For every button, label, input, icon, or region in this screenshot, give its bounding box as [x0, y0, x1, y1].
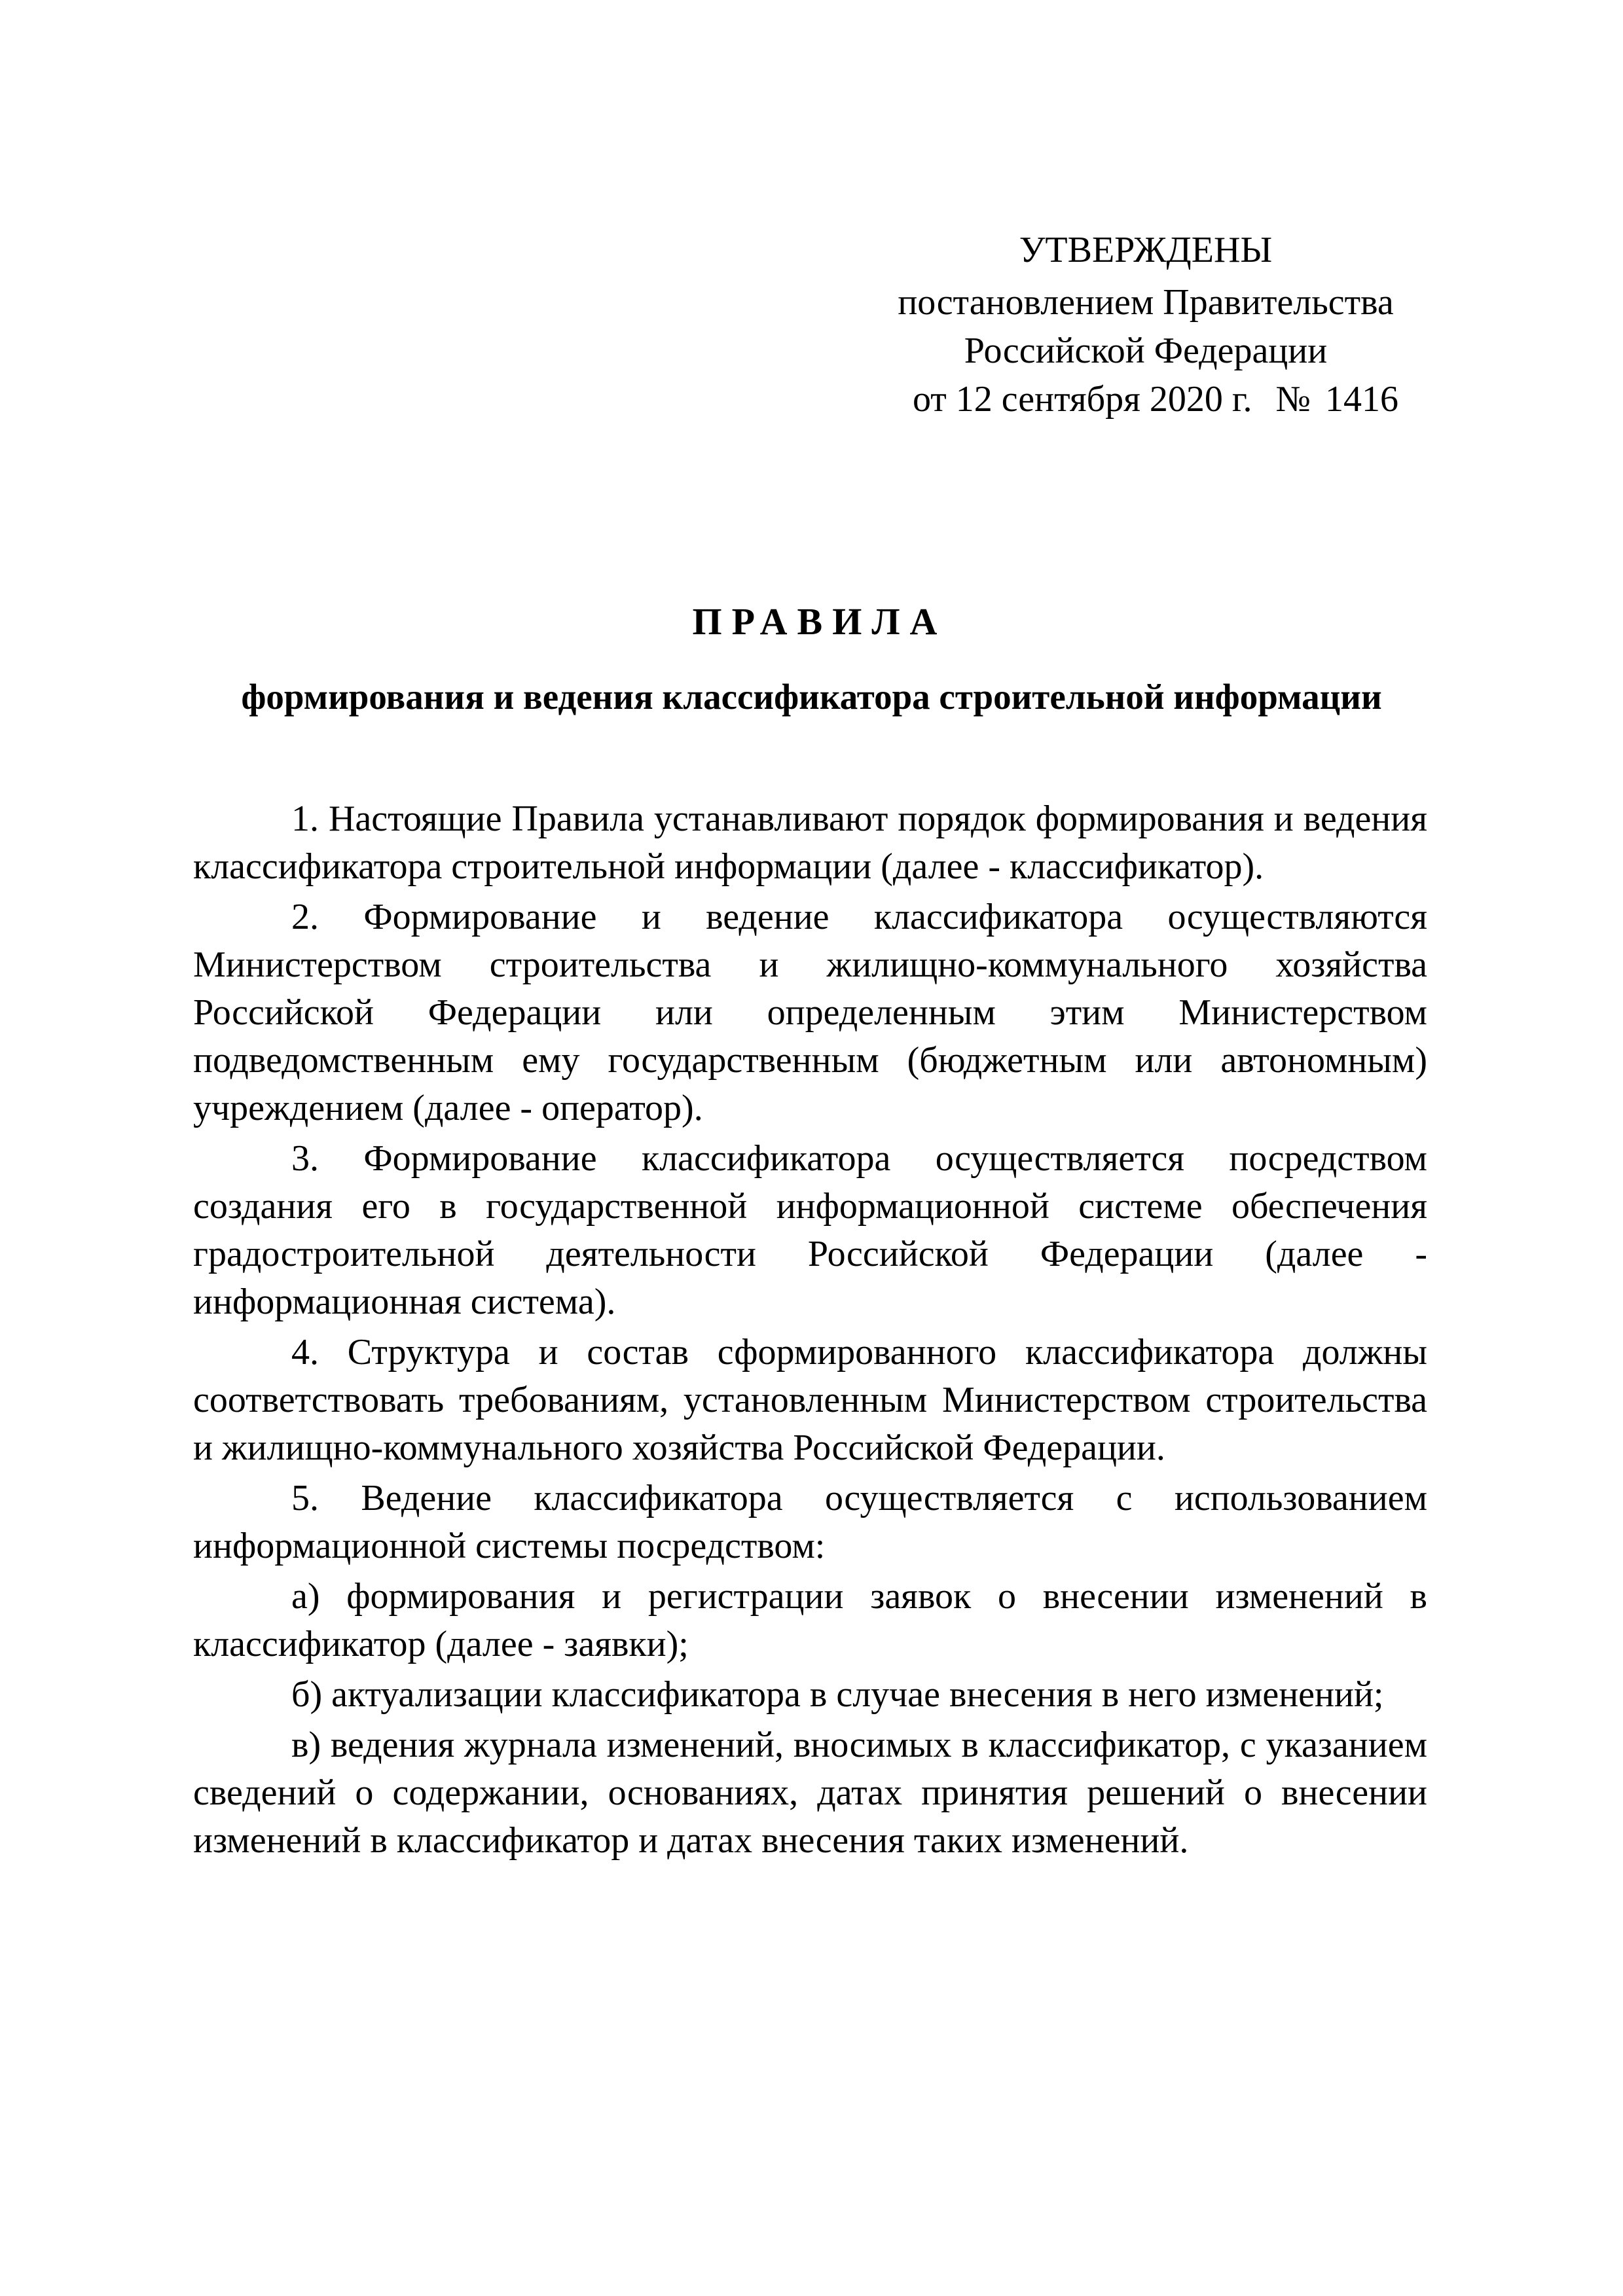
document-subtitle: формирования и ведения классификатора строительной информации	[241, 677, 1382, 717]
document-title: ПРАВИЛА	[692, 600, 947, 643]
paragraph-1: 1. Настоящие Правила устанавливают порядок формирования и ведения классификатора строительной информации (далее - классификатор).	[193, 798, 1427, 887]
paragraph-5b: б) актуализации классификатора в случае внесения в него изменений;	[291, 1674, 1384, 1715]
approval-line-2: Российской Федерации	[964, 331, 1328, 371]
approval-title: УТВЕРЖДЕНЫ	[1019, 230, 1273, 270]
approval-number: 1416	[1324, 379, 1398, 420]
paragraph-5c: в) ведения журнала изменений, вносимых в классификатор, с указанием сведений о содержании, основаниях, датах принятия решений о внесении изменений в классификатор и датах внесения таких изменений.	[193, 1725, 1427, 1861]
paragraph-5a: а) формирования и регистрации заявок о внесении изменений в классификатор (далее - заявки);	[193, 1576, 1427, 1664]
approval-number-sign: №	[1275, 379, 1311, 420]
approval-line-1: постановлением Правительства	[898, 282, 1394, 323]
paragraph-3: 3. Формирование классификатора осуществляется посредством создания его в государственной информационной системе обеспечения градостроительной деятельности Российской Федерации (далее - информационная система).	[193, 1138, 1427, 1322]
approval-date: от 12 сентября 2020 г.	[913, 379, 1252, 420]
paragraph-5: 5. Ведение классификатора осуществляется с использованием информационной системы посредством:	[193, 1478, 1427, 1566]
approval-stamp	[851, 226, 1440, 423]
approval-date-line	[851, 375, 1440, 423]
document-heading	[0, 596, 1623, 720]
paragraph-2: 2. Формирование и ведение классификатора осуществляются Министерством строительства и жилищно-коммунального хозяйства Российской Федерации или определенным этим Министерством подведомственным ему государственным (бюджетным или автономным) учреждением (далее - оператор).	[193, 897, 1427, 1128]
paragraph-4: 4. Структура и состав сформированного классификатора должны соответствовать требованиям, установленным Министерством строительства и жилищно-коммунального хозяйства Российской Федерации.	[193, 1332, 1427, 1468]
document-body	[193, 795, 1427, 1867]
